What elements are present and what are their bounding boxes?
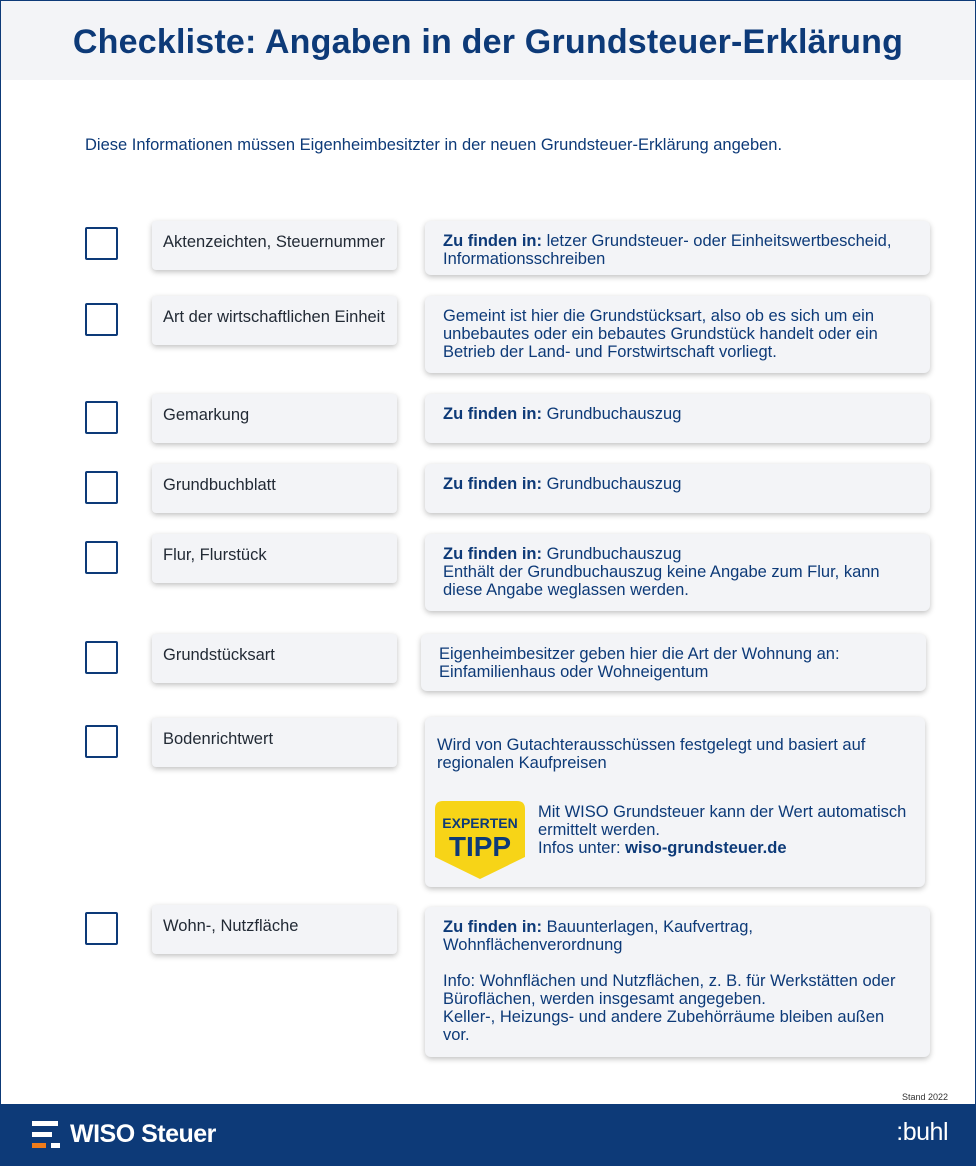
info-bold: Zu finden in:	[443, 405, 542, 423]
info-text: Grundbuchauszug	[541, 405, 682, 423]
row-info	[421, 634, 926, 691]
row-info	[425, 394, 930, 443]
row-info	[425, 296, 930, 373]
row-label: Art der wirtschaftlichen Einheit	[152, 296, 397, 345]
row-label: Flur, Flurstück	[152, 534, 397, 583]
intro-text: Diese Informationen müssen Eigenheimbesitzter in der neuen Grundsteuer-Erklärung angeben.	[85, 136, 783, 154]
checkbox-gemarkung[interactable]	[85, 401, 118, 434]
row-info	[425, 907, 930, 1057]
checkbox-wohnflaeche[interactable]	[85, 912, 118, 945]
info-bold: Zu finden in:	[443, 545, 542, 563]
experten-tipp-badge-icon	[435, 801, 525, 879]
buhl-logo: :buhl	[896, 1118, 948, 1146]
info-text: Wird von Gutachterausschüssen festgelegt und basiert auf regionalen Kaufpreisen	[437, 736, 866, 772]
info-bold: Zu finden in:	[443, 475, 542, 493]
stand-label: Stand 2022	[901, 1092, 948, 1102]
svg-text:EXPERTEN: EXPERTEN	[442, 815, 518, 831]
row-label: Gemarkung	[152, 394, 397, 443]
tipp-line-2	[538, 839, 918, 857]
info-text-2: Info: Wohnflächen und Nutzflächen, z. B. für Werkstätten oder Büroflächen, werden insgesamt angegeben.	[443, 972, 896, 1008]
info-bold: Zu finden in:	[443, 918, 542, 936]
footer-brand: WISO Steuer	[70, 1120, 216, 1148]
page-title: Checkliste: Angaben in der Grundsteuer-Erklärung	[72, 23, 904, 61]
row-label: Grundbuchblatt	[152, 464, 397, 513]
info-text: Grundbuchauszug	[541, 475, 682, 493]
row-label: Grundstücksart	[152, 634, 397, 683]
info-text: Grundbuchauszug	[541, 545, 682, 563]
svg-text:TIPP: TIPP	[448, 831, 512, 862]
info-text: letzer Grundsteuer- oder Einheitswertbescheid, Informationsschreiben	[443, 232, 892, 268]
header	[1, 1, 975, 80]
row-label: Bodenrichtwert	[152, 718, 397, 767]
info-text-2: Enthält der Grundbuchauszug keine Angabe zum Flur, kann diese Angabe weglassen werden.	[443, 563, 880, 599]
row-label: Wohn-, Nutzfläche	[152, 905, 397, 954]
wiso-logo-icon	[32, 1121, 64, 1148]
checkbox-grundstuecksart[interactable]	[85, 641, 118, 674]
row-label: Aktenzeichten, Steuernummer	[152, 221, 397, 270]
info-text: Gemeint ist hier die Grundstücksart, also ob es sich um ein unbebautes oder ein bebautes Grundstück handelt oder ein Betrieb der Land- und Forstwirtschaft vorliegt.	[443, 307, 878, 361]
row-info	[425, 221, 930, 275]
tipp-link[interactable]: wiso-grundsteuer.de	[625, 839, 787, 857]
row-info	[425, 717, 925, 887]
info-text: Bauunterlagen, Kaufvertrag, Wohnflächenverordnung	[443, 918, 753, 954]
row-info	[425, 534, 930, 611]
info-bold: Zu finden in:	[443, 232, 542, 250]
tipp-text	[538, 803, 918, 857]
info-text-3: Keller-, Heizungs- und andere Zubehörräume bleiben außen vor.	[443, 1008, 885, 1044]
checkbox-grundbuchblatt[interactable]	[85, 471, 118, 504]
checkbox-flur[interactable]	[85, 541, 118, 574]
tipp-prefix: Infos unter:	[538, 839, 626, 857]
checkbox-aktenzeichen[interactable]	[85, 227, 118, 260]
checkbox-art-einheit[interactable]	[85, 303, 118, 336]
info-text: Eigenheimbesitzer geben hier die Art der Wohnung an: Einfamilienhaus oder Wohneigentum	[439, 645, 840, 681]
checkbox-bodenrichtwert[interactable]	[85, 725, 118, 758]
row-info	[425, 464, 930, 513]
tipp-line-1: Mit WISO Grundsteuer kann der Wert automatisch ermittelt werden.	[538, 803, 907, 839]
